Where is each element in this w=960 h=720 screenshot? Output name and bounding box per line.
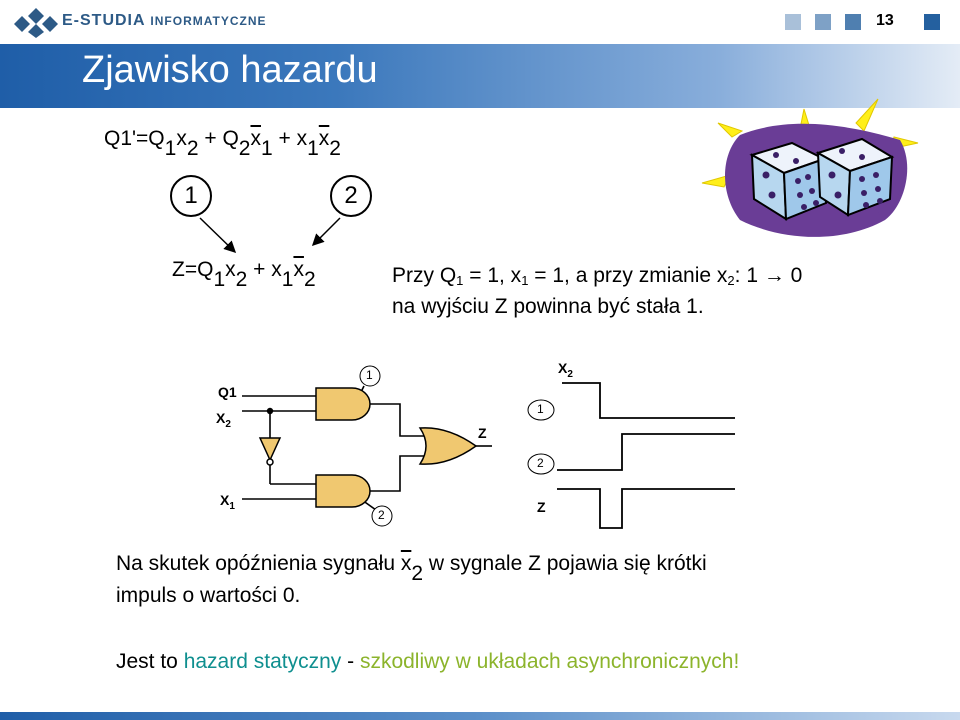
explanation-line-3: [116, 650, 739, 674]
expl-dash: -: [341, 650, 360, 673]
waveform-x2-var: X: [558, 360, 568, 376]
cond-text-a: Przy Q: [392, 264, 457, 287]
gate-marker-1: 1: [366, 368, 373, 382]
hazard-term: hazard statyczny: [183, 650, 342, 673]
explanation-line-1: [116, 552, 707, 586]
cond-sub-x1: 1: [521, 273, 529, 288]
expl-text-b: w sygnale Z pojawia się krótki: [423, 552, 707, 575]
equation-q1: $Q1'=Q_1x_2 + Q_2\overline{x}_1 + x_1\overline{x}_2$: [104, 127, 341, 160]
condition-line-1: Przy $Q_1 = 1$, $x_1 = 1$, a przy zmianie $x_2$: 1 → 0: [392, 264, 803, 288]
condition-line-2: na wyjściu Z powinna być stała 1.: [392, 295, 704, 318]
circuit-x1-var: X: [220, 492, 230, 508]
page-number: 13: [876, 12, 894, 29]
waveform-marker-1: 1: [537, 402, 544, 416]
waveform-x2-sub: 2: [567, 368, 573, 380]
gate-marker-2: 2: [378, 508, 385, 522]
equation-z: $Z=Q_1x_2 + x_1\overline{x}_2$: [172, 258, 316, 291]
cond-text-d: : 1 → 0: [734, 264, 803, 287]
bottom-bar: [0, 712, 960, 720]
circuit-x2-var: X: [216, 410, 226, 426]
slide-title: Zjawisko hazardu: [82, 49, 378, 91]
expl-text-c: Jest to: [116, 650, 184, 673]
expl-text-a: Na skutek opóźnienia sygnału: [116, 552, 401, 575]
cond-sub-q: 1: [456, 273, 464, 288]
waveform-label-z: Z: [537, 499, 546, 515]
eq-z-prefix: Z: [172, 258, 185, 281]
harmful-note: szkodliwy w układach asynchronicznych!: [359, 650, 740, 673]
circuit-x1-sub: 1: [229, 500, 235, 512]
logo-sub-text: INFORMATYCZNE: [150, 14, 267, 28]
cond-text-b: = 1, x: [463, 264, 522, 287]
waveform-marker-2: 2: [537, 456, 544, 470]
circuit-label-z: Z: [478, 425, 487, 441]
circuit-label-q1: Q1: [218, 384, 237, 400]
expl-x-var: $\overline{x}$: [400, 552, 412, 575]
expl-x-sub: 2: [411, 562, 424, 585]
marker-2: 2: [330, 175, 372, 217]
circuit-x2-sub: 2: [225, 418, 231, 430]
marker-1: 1: [170, 175, 212, 217]
explanation-line-2: impuls o wartości 0.: [116, 584, 301, 607]
cond-text-c: = 1, a przy zmianie x: [528, 264, 728, 287]
eq-q1-prefix: Q1': [104, 127, 137, 150]
waveform-label-x2: [558, 360, 573, 380]
logo-main-text: E-STUDIA: [62, 12, 145, 29]
